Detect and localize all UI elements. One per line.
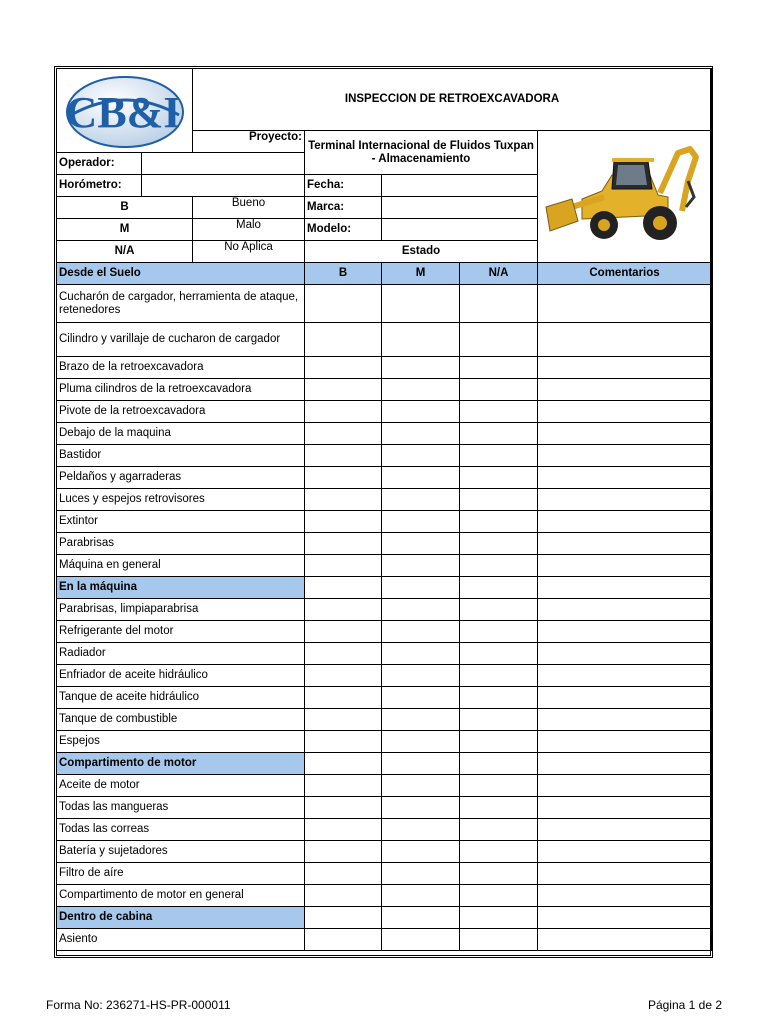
checklist-item-label: Enfriador de aceite hidráulico (57, 665, 305, 687)
form-number: Forma No: 236271-HS-PR-000011 (46, 998, 231, 1012)
form-title: INSPECCION DE RETROEXCAVADORA (193, 69, 712, 131)
checklist-item-label: Tanque de combustible (57, 709, 305, 731)
checklist-item-label: Todas las correas (57, 819, 305, 841)
section-title: Dentro de cabina (57, 907, 305, 929)
checklist-item-label: Compartimento de motor en general (57, 885, 305, 907)
checklist-item-label: Todas las mangueras (57, 797, 305, 819)
checklist-item-label: Filtro de aíre (57, 863, 305, 885)
col-header-b: B (305, 263, 382, 285)
legend-code-na: N/A (57, 241, 193, 263)
checklist-item-label: Asiento (57, 929, 305, 951)
legend-meaning-na: No Aplica (193, 241, 305, 263)
checklist-item-label: Pluma cilindros de la retroexcavadora (57, 379, 305, 401)
checklist-item-label: Parabrisas, limpiaparabrisa (57, 599, 305, 621)
checklist-item-label: Cucharón de cargador, herramienta de ataque, retenedores (57, 285, 305, 323)
checklist-item-label: Espejos (57, 731, 305, 753)
section-title: Compartimento de motor (57, 753, 305, 775)
section-title: En la máquina (57, 577, 305, 599)
checklist-item-label: Aceite de motor (57, 775, 305, 797)
checklist-item-label: Bastidor (57, 445, 305, 467)
checklist-item-label: Peldaños y agarraderas (57, 467, 305, 489)
horometro-label: Horómetro: (57, 175, 142, 197)
checklist-item-label: Brazo de la retroexcavadora (57, 357, 305, 379)
proyecto-value: Terminal Internacional de Fluidos Tuxpan - Almacenamiento (305, 131, 538, 175)
col-header-na: N/A (460, 263, 538, 285)
checklist-item-label: Batería y sujetadores (57, 841, 305, 863)
col-header-comments: Comentarios (538, 263, 712, 285)
svg-text:CB&I: CB&I (65, 88, 181, 137)
col-header-m: M (382, 263, 460, 285)
checklist-item-label: Luces y espejos retrovisores (57, 489, 305, 511)
legend-code-b: B (57, 197, 193, 219)
proyecto-label: Proyecto: (193, 131, 305, 153)
fecha-label: Fecha: (305, 175, 382, 197)
estado-label: Estado (305, 241, 538, 263)
checklist-item-label: Refrigerante del motor (57, 621, 305, 643)
checklist-item-label: Debajo de la maquina (57, 423, 305, 445)
checklist-item-label: Máquina en general (57, 555, 305, 577)
modelo-label: Modelo: (305, 219, 382, 241)
checklist-item-label: Extintor (57, 511, 305, 533)
checklist-item-label: Parabrisas (57, 533, 305, 555)
page-number: Página 1 de 2 (647, 998, 722, 1012)
checklist-item-label: Radiador (57, 643, 305, 665)
legend-code-m: M (57, 219, 193, 241)
section-title: Desde el Suelo (57, 263, 305, 285)
checklist-item-label: Pivote de la retroexcavadora (57, 401, 305, 423)
checklist-item-label: Tanque de aceite hidráulico (57, 687, 305, 709)
legend-meaning-b: Bueno (193, 197, 305, 219)
operador-label: Operador: (57, 153, 142, 175)
marca-label: Marca: (305, 197, 382, 219)
form-border (56, 68, 711, 956)
legend-meaning-m: Malo (193, 219, 305, 241)
checklist-item-label: Cilindro y varillaje de cucharon de cargador (57, 323, 305, 357)
